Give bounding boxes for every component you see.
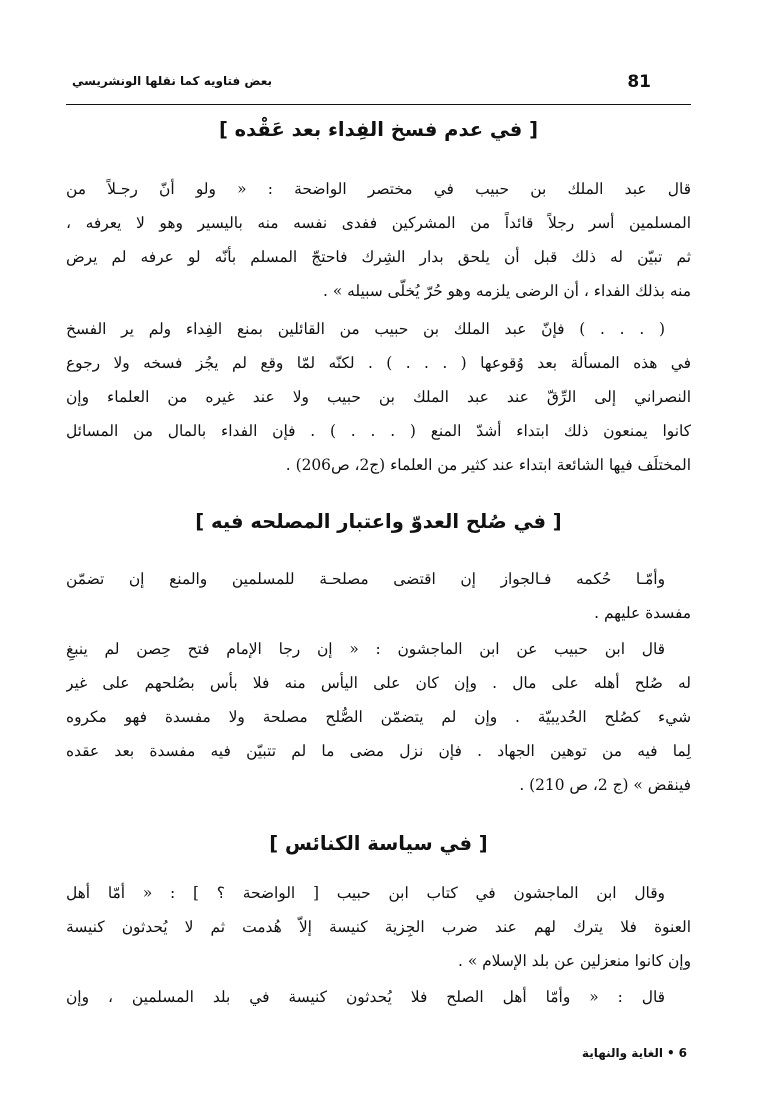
text-line: وإن كانوا منعزلين عن بلد الإسلام » . <box>458 952 691 970</box>
section-heading-churches: [ في سياسة الكنائس ] <box>269 832 488 855</box>
paragraph <box>66 562 691 630</box>
text-line: قال ابن حبيب عن ابن الماجشون : « إن رجا الإمام فتح حِصن لم ينبغِ <box>66 640 665 658</box>
paragraph <box>66 876 691 978</box>
text-line: وقال ابن الماجشون في كتاب ابن حبيب [ الواضحة ؟ ] : « أمّا أهل <box>66 884 665 902</box>
bullet-icon: • <box>666 1046 675 1060</box>
footer-book-title: الغاية والنهاية <box>581 1046 663 1060</box>
footer-page-marker: 6 <box>678 1046 687 1060</box>
paragraph <box>66 172 691 308</box>
paragraph <box>66 980 691 1014</box>
page-footer <box>582 1046 687 1060</box>
text-line: قال عبد الملك بن حبيب في مختصر الواضحة : « ولو أنّ رجـلاً من <box>66 180 691 198</box>
paragraph <box>66 312 691 482</box>
text-line: فينقض » (ج 2، ص 210) . <box>519 776 691 794</box>
text-line: كانوا يمنعون ذلك ابتداء أشدّ المنع ( . . . ) . فإن الفداء بالمال من المسائل <box>66 422 691 440</box>
text-line: المسلمين أسر رجلاً قائداً من المشركين ففدى نفسه منه باليسير وهو لا يعرفه ، <box>66 214 691 232</box>
section-heading-truce: [ في صُلح العدوّ واعتبار المصلحه فيه ] <box>195 510 562 533</box>
text-line: العنوة فلا يترك لهم عند ضرب الجِزية كنيسة إلاّ هُدمت ثم لا يُحدثون كنيسة <box>66 918 691 936</box>
text-line: لِما فيه من توهين الجهاد . فإن نزل مضى ما لم تتبيّن فيه مفسدة بعد عقده <box>66 742 691 760</box>
page-header <box>66 70 691 105</box>
text-line: المختلَف فيها الشائعة ابتداء عند كثير من العلماء (ج2، ص206) . <box>285 456 691 474</box>
text-line: في هذه المسألة بعد وُقوعها ( . . . ) . لكنّه لمّا وقع لم يجُز فسخه ولا رجوع <box>66 354 691 372</box>
running-title: بعض فتاويه كما نقلها الونشريسي <box>72 74 273 88</box>
text-line: ثم تبيّن له ذلك قبل أن يلحق بدار الشِرك فاحتجّ المسلم بأنّه لو عرفه لم يرض <box>66 248 691 266</box>
text-line: له صُلح أهله على مال . وإن كان على اليأس منه فلا بأس بصُلحهم على غير <box>66 674 691 692</box>
section-heading-ransom: [ في عدم فسخ الفِداء بعد عَقْده ] <box>218 118 539 141</box>
text-line: شيء كصُلح الحُديبيّة . وإن لم يتضمّن الصُّلح مصلحة ولا مفسدة فهو مكروه <box>66 708 691 726</box>
paragraph <box>66 632 691 802</box>
text-line: ( . . . ) فإنّ عبد الملك بن حبيب من القائلين بمنع الفِداء ولم ير الفسخ <box>66 320 665 338</box>
text-line: قال : « وأمّا أهل الصلح فلا يُحدثون كنيسة في بلد المسلمين ، وإن <box>66 988 665 1006</box>
text-line: منه بذلك الفداء ، أن الرضى يلزمه وهو حُرّ يُخلّى سبيله » . <box>323 282 691 300</box>
text-line: وأمّـا حُكمه فـالجواز إن اقتضى مصلحـة للمسلمين والمنع إن تضمّن <box>66 570 665 588</box>
text-line: النصراني إلى الرِّقّ عند عبد الملك بن حبيب ولا عند غيره من العلماء وإن <box>66 388 691 406</box>
page-number: 81 <box>627 72 651 92</box>
text-line: مفسدة عليهم . <box>594 604 691 622</box>
